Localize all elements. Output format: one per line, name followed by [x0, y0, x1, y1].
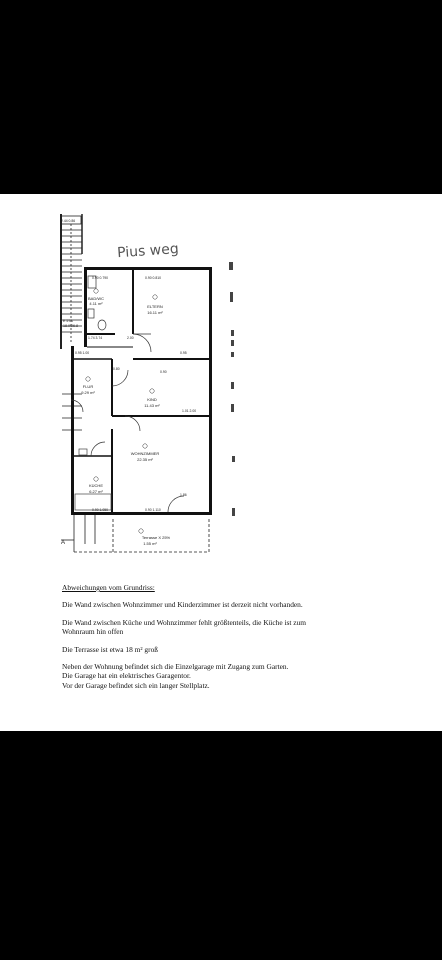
- floor-plan: [0, 194, 442, 579]
- room-area: 22.35 m²: [137, 457, 153, 462]
- note-paragraph: Die Wand zwischen Wohnzimmer und Kinderzimmer ist derzeit nicht vorhanden.: [62, 600, 303, 610]
- notes-heading: Abweichungen vom Grundriss:: [62, 583, 155, 592]
- room-name: FLUR: [82, 384, 94, 389]
- doors: [71, 334, 184, 512]
- terrace: [61, 515, 209, 552]
- dim-label: 1.01 2.00: [182, 409, 197, 413]
- dim-label: 0.90 1.110: [145, 508, 161, 512]
- room-area: 4.11 m²: [89, 301, 103, 306]
- note-paragraph-line: Neben der Wohnung befindet sich die Einzelgarage mit Zugang zum Garten.: [62, 662, 289, 672]
- note-paragraph-line: Die Wand zwischen Küche und Wohnzimmer fehlt größtenteils, die Küche ist zum: [62, 617, 307, 627]
- dim-label: 1.86: [180, 493, 187, 497]
- room-area: 1.55 m²: [143, 541, 157, 546]
- right-dimension-marks: [229, 262, 235, 516]
- dim-label: 2.44 0.86: [61, 219, 76, 223]
- room-area: 6.27 m²: [89, 489, 103, 494]
- room-name: WOHNZIMMER: [130, 451, 160, 456]
- room-name: BAD/WC: [88, 296, 104, 301]
- room-name: KÜCHE: [88, 483, 104, 488]
- room-area: 11.43 m²: [144, 403, 160, 408]
- svg-text:E 57A: E 57A: [63, 319, 73, 323]
- svg-text:A: A: [61, 540, 66, 546]
- room-area: 9.29 m²: [81, 390, 95, 395]
- note-paragraph-line: Vor der Garage befindet sich ein langer Stellplatz.: [62, 680, 210, 690]
- dim-label: 0.90 0.810: [145, 276, 162, 280]
- dim-label: 0.80: [113, 367, 120, 371]
- note-paragraph-line: Die Garage hat ein elektrisches Garagentor.: [62, 671, 191, 681]
- dim-label: 1.74 3.74: [88, 336, 103, 340]
- dim-label: 0.90 1.050: [92, 508, 109, 512]
- room-area: 16.11 m²: [147, 310, 163, 315]
- dim-label: 0.95: [180, 351, 187, 355]
- document-page: [0, 194, 442, 731]
- room-name: KIND: [147, 397, 157, 402]
- note-paragraph: Die Terrasse ist etwa 18 m² groß: [62, 644, 158, 654]
- room-name: ELTERN: [147, 304, 163, 309]
- note-paragraph-line: Wohnraum hin offen: [62, 627, 124, 637]
- dim-label: 0.95 1.00: [75, 351, 90, 355]
- svg-text:18.0/26.8: 18.0/26.8: [63, 324, 78, 328]
- dim-label: 2.00: [127, 336, 134, 340]
- dim-label: 0.90: [160, 370, 167, 374]
- deviations-notes: [62, 583, 432, 690]
- dim-label: 0.90 0.790: [92, 276, 109, 280]
- handwritten-note: Pius weg: [116, 241, 180, 262]
- room-name: Terrasse X 25%: [141, 535, 171, 540]
